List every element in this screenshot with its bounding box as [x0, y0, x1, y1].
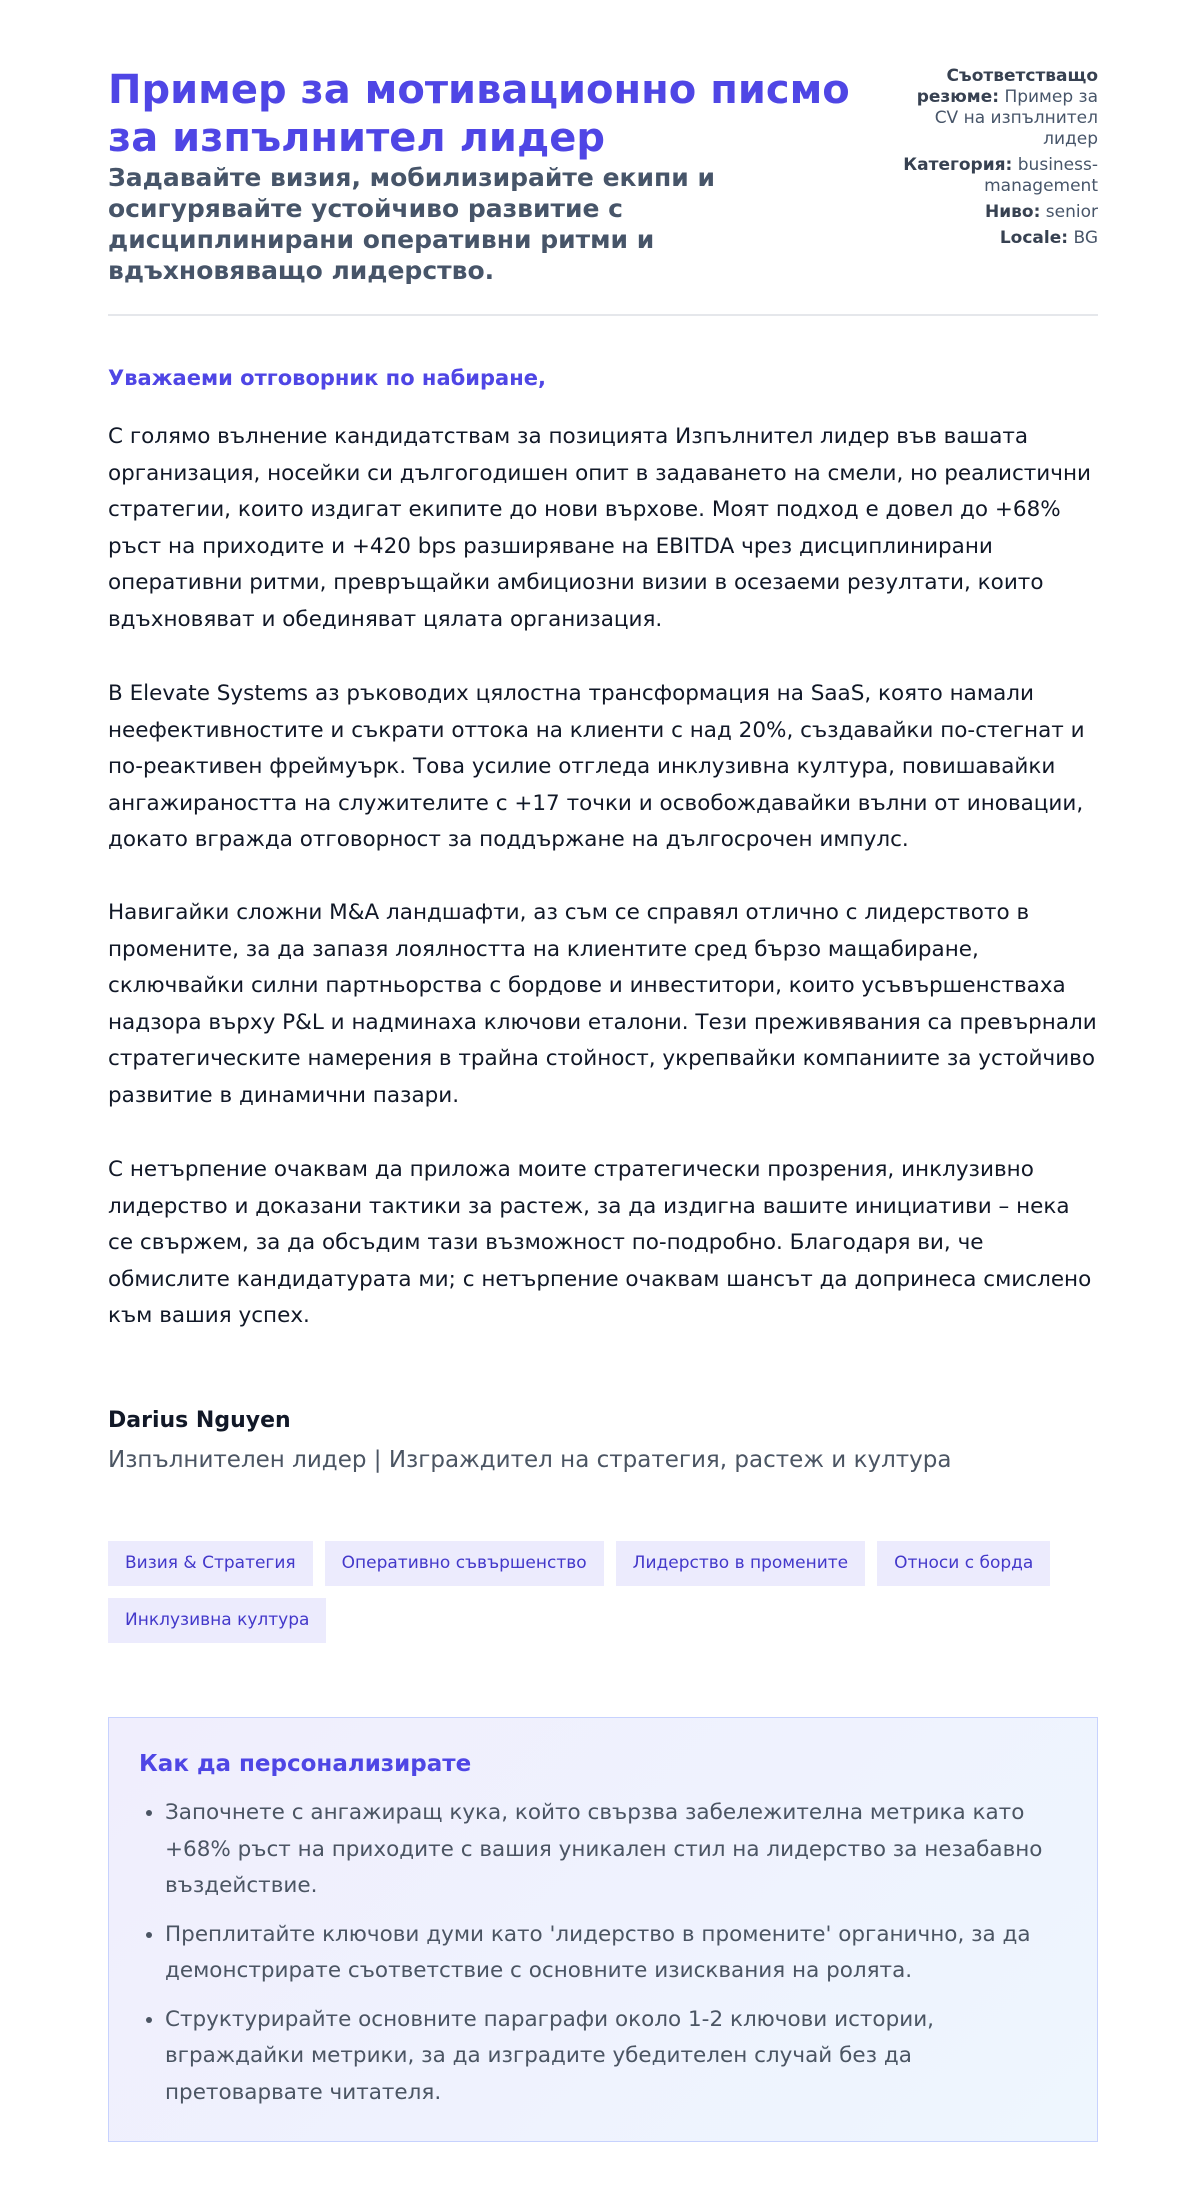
tips-list — [139, 1795, 1067, 2111]
tag-list — [108, 1541, 1098, 1643]
tag: Инклузивна култура — [108, 1598, 326, 1643]
tip-item: • Започнете с ангажиращ кука, който свързва забележителна метрика като +68% ръст на приходите с вашия уникален стил на лидерство за незабавно въздействие. — [165, 1795, 1067, 1905]
meta-label: Съответстващо резюме: — [916, 66, 1098, 107]
tip-item: • Структурирайте основните параграфи около 1-2 ключови истории, вграждайки метрики, за да изградите убедителен случай без да претоварвате читателя. — [165, 2002, 1067, 2112]
meta-label: Locale: — [999, 228, 1069, 248]
signature-name: Darius Nguyen — [108, 1408, 291, 1433]
meta-value: senior — [1045, 202, 1098, 222]
meta-value: BG — [1073, 228, 1098, 248]
meta-label: Ниво: — [985, 202, 1041, 222]
meta-value: business-management — [984, 155, 1098, 196]
tag: Относи с борда — [877, 1541, 1050, 1586]
page-header — [108, 0, 1098, 316]
meta-label: Категория: — [903, 155, 1013, 175]
tag: Визия & Стратегия — [108, 1541, 313, 1586]
tip-item: • Преплитайте ключови думи като 'лидерство в промените' органично, за да демонстрирате съответствие с основните изисквания на ролята. — [165, 1917, 1067, 1990]
meta-resume — [888, 66, 1098, 150]
paragraph: Навигайки сложни M&A ландшафти, аз съм се справял отлично с лидерството в промените, за да запазя лоялността на клиентите сред бързо мащабиране, сключвайки силни партньорства с бордове и инвеститори, които усъвършенстваха надзора върху P&L и надминаха ключови еталони. Тези преживявания са превърнали стратегическите намерения в трайна стойност, укрепвайки компаниите за устойчиво развитие в динамични пазари. — [108, 900, 1097, 1108]
meta-value: Пример за CV на изпълнител лидер — [934, 87, 1098, 149]
tag: Лидерство в промените — [616, 1541, 865, 1586]
page-subtitle: Задавайте визия, мобилизирайте екипи и осигурявайте устойчиво развитие с дисциплинирани оперативни ритми и вдъхновяващо лидерство. — [108, 163, 716, 285]
paragraph: В Elevate Systems аз ръководих цялостна трансформация на SaaS, която намали неефективностите и съкрати оттока на клиенти с над 20%, създавайки по-стегнат и по-реактивен фреймуърк. Това усилие отгледа инклузивна култура, повишавайки ангажираността на служителите с +17 точки и освобождавайки вълни от иновации, докато вгражда отговорност за поддържане на дългосрочен импулс. — [108, 681, 1085, 852]
meta-panel — [888, 66, 1098, 254]
paragraph: С нетърпение очаквам да приложа моите стратегически прозрения, инклузивно лидерство и доказани тактики за растеж, за да издигна вашите инициативи – нека се свържем, за да обсъдим тази възможност по-подробно. Благодаря ви, че обмислите кандидатурата ми; с нетърпение очаквам шансът да допринеса смислено към вашия успех. — [108, 1157, 1092, 1328]
page-title: Пример за мотивационно писмо за изпълнител лидер — [108, 67, 850, 161]
paragraph: С голямо вълнение кандидатствам за позицията Изпълнител лидер във вашата организация, носейки си дългогодишен опит в задаването на смели, но реалистични стратегии, които издигат екипите до нови върхове. Моят подход е довел до +68% ръст на приходите и +420 bps разширяване на EBITDA чрез дисциплинирани оперативни ритми, превръщайки амбициозни визии в осезаеми резултати, които вдъхновяват и обединяват цялата организация. — [108, 424, 1092, 632]
signature-title: Изпълнителен лидер | Изграждител на стратегия, растеж и култура — [108, 1447, 952, 1473]
tag: Оперативно съвършенство — [325, 1541, 604, 1586]
meta-locale — [888, 228, 1098, 249]
cover-letter-page — [108, 0, 1098, 2105]
meta-level — [888, 202, 1098, 223]
meta-category — [888, 155, 1098, 197]
greeting: Уважаеми отговорник по набиране, — [108, 366, 546, 390]
tips-box — [108, 1717, 1098, 2142]
tips-title: Как да персонализирате — [139, 1751, 472, 1777]
